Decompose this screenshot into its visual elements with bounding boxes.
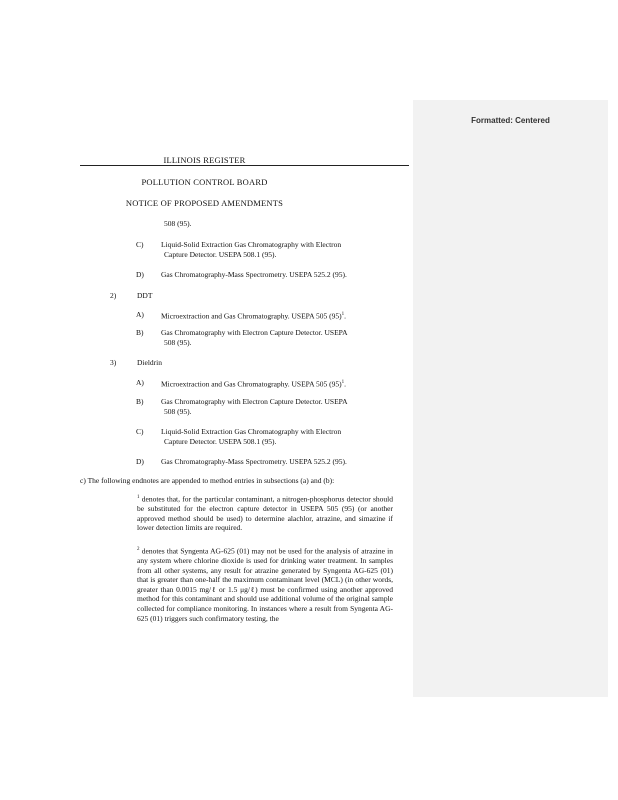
- endnote-number: 2: [137, 547, 140, 552]
- body-line: Gas Chromatography-Mass Spectrometry. USEPA 525.2 (95).: [161, 270, 347, 279]
- item-marker: A): [136, 378, 144, 387]
- body-line: Gas Chromatography with Electron Capture Detector. USEPA: [161, 328, 348, 337]
- comment-sidebar: [413, 100, 608, 697]
- header-notice: NOTICE OF PROPOSED AMENDMENTS: [125, 198, 284, 208]
- body-line: Microextraction and Gas Chromatography. USEPA 505 $(95)^1$.: [161, 311, 347, 321]
- endnote-2: [137, 545, 393, 623]
- body-line: 508 (95).: [164, 219, 192, 228]
- endnote-ref: 1: [341, 312, 345, 317]
- subsection-title: DDT: [137, 291, 153, 300]
- body-line-text: Microextraction and Gas Chromatography. USEPA 505 (95): [161, 311, 342, 321]
- body-line: Capture Detector. USEPA 508.1 (95).: [164, 250, 277, 259]
- body-line: Gas Chromatography-Mass Spectrometry. USEPA 525.2 (95).: [161, 457, 347, 466]
- body-line: 508 (95).: [164, 407, 192, 416]
- endnote-ref: 1: [341, 380, 345, 385]
- subsection-c-paragraph: c) The following endnotes are appended to method entries in subsections (a) and (b):: [80, 476, 335, 485]
- item-marker: A): [136, 310, 144, 319]
- endnote-text: denotes that Syngenta AG-625 (01) may not be used for the analysis of atrazine in any system where chlorine dioxide is used for drinking water treatment. In samples from all other systems, any result for atrazine generated by Syngenta AG-625 (01) that is greater than one-half the maximum contaminant level (MCL) (in other words, greater than 0.0015 mg/ℓ or 1.5 μg/ℓ) must be confirmed using another approved method for this contaminant and should use additional volume of the original sample collected for compliance monitoring. In instances where a result from Syngenta AG-625 (01) triggers such confirmatory testing, the: [137, 546, 394, 623]
- body-line: Gas Chromatography with Electron Capture Detector. USEPA: [161, 397, 348, 406]
- header-rule: [80, 165, 409, 166]
- header-board: POLLUTION CONTROL BOARD: [141, 177, 268, 187]
- item-marker: B): [136, 397, 144, 406]
- item-marker: C): [136, 427, 144, 436]
- subsection-marker: 3): [110, 358, 117, 367]
- endnote-1: [137, 493, 393, 533]
- body-line: 508 (95).: [164, 338, 192, 347]
- item-marker: D): [136, 270, 144, 279]
- item-marker: B): [136, 328, 144, 337]
- body-line: Liquid-Solid Extraction Gas Chromatography with Electron: [161, 240, 342, 249]
- item-marker: D): [136, 457, 144, 466]
- body-line: Microextraction and Gas Chromatography. USEPA 505 $(95)^1$.: [161, 379, 347, 389]
- body-line: Capture Detector. USEPA 508.1 (95).: [164, 437, 277, 446]
- subsection-title: Dieldrin: [137, 358, 162, 367]
- subsection-marker: 2): [110, 291, 117, 300]
- endnote-number: 1: [137, 495, 140, 500]
- endnote-text: denotes that, for the particular contaminant, a nitrogen-phosphorus detector should be substituted for the electron capture detector in USEPA 505 (95) (or another approved method should be used) to determine alachlor, atrazine, and simazine if lower detection limits are required.: [137, 494, 393, 533]
- body-line-text: Microextraction and Gas Chromatography. USEPA 505 (95): [161, 379, 342, 389]
- header-register: ILLINOIS REGISTER: [163, 155, 246, 165]
- formatting-comment: Formatted: Centered: [471, 116, 550, 125]
- item-marker: C): [136, 240, 144, 249]
- body-line: Liquid-Solid Extraction Gas Chromatography with Electron: [161, 427, 342, 436]
